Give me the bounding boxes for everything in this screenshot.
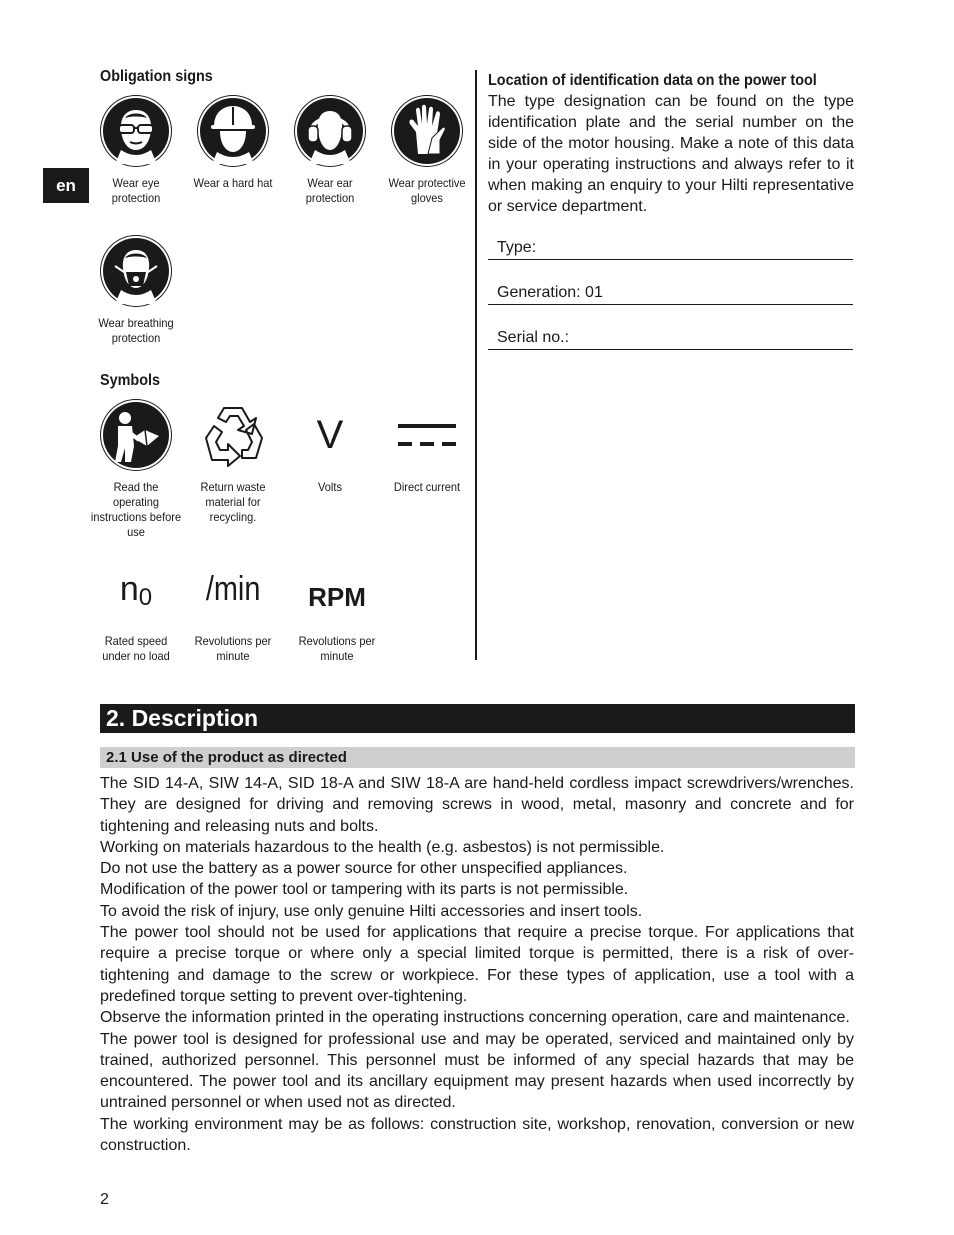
symbol-per-minute [183, 556, 283, 664]
rpm-icon: RPM [308, 582, 366, 612]
sign-label: Wear protective gloves [388, 176, 466, 205]
symbol-label: Volts [318, 480, 342, 494]
obligation-signs-heading: Obligation signs [100, 68, 213, 85]
language-tab: en [43, 168, 89, 203]
symbol-volts [280, 402, 380, 495]
symbol-label: Revolutions per minute [194, 634, 272, 663]
section-title: 2. Description [100, 704, 855, 733]
identification-heading: Location of identification data on the power tool [488, 72, 817, 89]
paragraph: Modification of the power tool or tampering with its parts is not permissible. [100, 881, 629, 899]
sign-label: Wear a hard hat [193, 176, 273, 190]
hard-hat-icon [200, 98, 266, 164]
rated-speed-subscript: 0 [138, 584, 153, 611]
sign-eye-protection [86, 98, 186, 206]
subsection-title: 2.1 Use of the product as directed [100, 747, 855, 768]
sign-breathing-protection [86, 238, 186, 346]
per-minute-icon: /min [205, 570, 261, 608]
sign-label: Wear ear protection [305, 176, 355, 205]
direct-current-icon [396, 420, 458, 450]
generation-field[interactable]: Generation: 01 [488, 282, 853, 305]
symbol-rpm [287, 556, 387, 664]
rated-speed-glyph: n [119, 570, 139, 608]
symbol-label: Read the operating instructions before use [90, 480, 182, 539]
paragraph: The power tool should not be used for applications that require a precise torque. For applications that require a precise torque or where only a special limited torque is permitted, there is a risk of over-tightening and damage to the screw or workpiece. For these types of application, use a tool with a predefined torque setting to prevent over-tightening. [100, 924, 854, 1005]
paragraph: To avoid the risk of injury, use only genuine Hilti accessories and insert tools. [100, 902, 643, 920]
column-divider [475, 70, 477, 660]
symbol-label: Rated speed under no load [102, 634, 170, 663]
symbol-label: Revolutions per minute [298, 634, 376, 663]
protective-gloves-icon [394, 98, 460, 164]
symbols-heading: Symbols [100, 372, 161, 389]
serial-field[interactable]: Serial no.: [488, 327, 853, 350]
paragraph: Working on materials hazardous to the health (e.g. asbestos) is not permissible. [100, 838, 665, 856]
symbol-label: Direct current [393, 480, 461, 494]
symbol-label: Return waste material for recycling. [200, 480, 266, 524]
sign-protective-gloves [377, 98, 477, 206]
ear-protection-icon [297, 98, 363, 164]
symbol-recycling [183, 402, 283, 525]
identification-section [488, 70, 854, 217]
read-instructions-icon [103, 402, 169, 468]
recycling-icon [198, 402, 268, 468]
paragraph: The working environment may be as follows: construction site, workshop, renovation, conversion or new construction. [100, 1115, 854, 1155]
sign-hard-hat [183, 98, 283, 191]
breathing-protection-icon [103, 238, 169, 304]
eye-protection-icon [103, 98, 169, 164]
paragraph: Do not use the battery as a power source for other unspecified appliances. [100, 860, 628, 878]
identification-text: The type designation can be found on the type identification plate and the serial number on the side of the motor housing. Make a note of this data in your operating instructions and always refer to it when making an enquiry to your Hilti representative or service department. [488, 93, 854, 215]
symbol-read-instructions [86, 402, 186, 540]
page-number: 2 [100, 1191, 109, 1208]
volts-icon: V [316, 413, 344, 457]
paragraph: The power tool is designed for professional use and may be operated, serviced and maintained only by trained, authorized personnel. This personnel must be informed of any special hazards that may be encountered. The power tool and its ancillary equipment may present hazards when used incorrectly by untrained personnel or when used not as directed. [100, 1030, 854, 1112]
paragraph: Observe the information printed in the operating instructions concerning operation, care and maintenance. [100, 1009, 850, 1027]
type-field[interactable]: Type: [488, 237, 853, 260]
sign-label: Wear eye protection [111, 176, 161, 205]
symbol-rated-speed [86, 556, 186, 664]
sign-label: Wear breathing protection [98, 316, 174, 345]
rated-speed-icon [86, 556, 186, 622]
sign-ear-protection [280, 98, 380, 206]
description-body [100, 773, 854, 1156]
paragraph: The SID 14-A, SIW 14-A, SID 18-A and SIW 18-A are hand-held cordless impact screwdrivers/wrenches. They are designed for driving and removing screws in wood, metal, masonry and concrete and for tightening and releasing nuts and bolts. [100, 775, 854, 835]
symbol-direct-current [377, 402, 477, 495]
